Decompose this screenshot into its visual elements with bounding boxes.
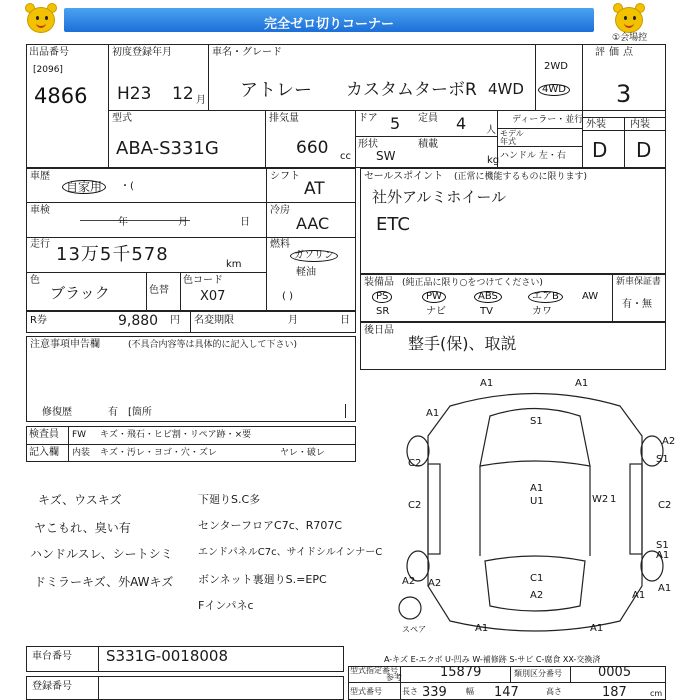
inspector-interior: 内装: [72, 448, 91, 458]
size-unit: cm: [650, 689, 663, 698]
mileage-value: 13万5千578: [56, 244, 169, 265]
ac-value: AAC: [296, 214, 330, 233]
drive-4wd: 4WD: [538, 84, 570, 96]
remark-right-1: 下廻りS.C多: [198, 493, 261, 506]
remark-left-2: ヤこもれ、臭い有: [34, 521, 131, 535]
remark-left-4: ドミラーキズ、外AWキズ: [34, 575, 174, 589]
damage-mark: A1: [590, 623, 604, 634]
drive-2wd: 2WD: [544, 61, 568, 72]
damage-mark: 1: [610, 494, 617, 505]
interior-label: 内装: [630, 119, 650, 130]
diagram-legend: A-キズ E-エクボ U-凹み W-補修跡 S-サビ C-腐食 XX-交換済: [384, 655, 601, 664]
inspector-tail: ヤレ・破レ: [280, 448, 325, 458]
ac-label: 冷房: [270, 205, 290, 216]
color-value: ブラック: [50, 284, 110, 302]
mileage-unit: km: [226, 259, 242, 270]
recycle-unit: 円: [170, 315, 180, 326]
recycle-value: 9,880: [118, 313, 159, 329]
sales-line1: 社外アルミホイール: [372, 188, 507, 206]
equip-pw: PW: [422, 291, 446, 303]
car-diagram: [380, 376, 690, 646]
lot-label: 出品番号: [29, 47, 69, 58]
size-label: 型式番号: [350, 687, 382, 696]
class-label: 類別区分番号: [514, 669, 562, 678]
car-spare: [399, 597, 421, 619]
car-name-label: 車名・グレード: [212, 47, 282, 58]
notes-label: 注意事項申告欄: [30, 339, 100, 350]
designation-ref: 参考: [386, 673, 402, 682]
equip-tv: TV: [480, 306, 493, 317]
capacity-value: 4: [456, 114, 467, 133]
meigi-month: 月: [288, 315, 298, 326]
notes-hint: (不具合内容等は具体的に記入して下さい): [128, 340, 298, 350]
width-value: 147: [494, 685, 519, 700]
damage-mark: A1: [632, 590, 646, 601]
capacity-label: 定員: [418, 113, 438, 124]
model-value: ABA-S331G: [116, 138, 219, 159]
class-value: 0005: [598, 665, 632, 680]
remark-right-4: ボンネット裏廻りS.=EPC: [198, 573, 327, 586]
score-value: 3: [616, 80, 632, 108]
car-sides: [480, 466, 590, 556]
inspection-label: 車検: [30, 205, 50, 216]
damage-mark: C1: [530, 573, 544, 584]
color-label: 色: [30, 275, 40, 286]
score-label: 評価点: [595, 47, 637, 58]
damage-mark: A1: [575, 378, 589, 389]
equipment-hint: (純正品に限り○をつけてください): [402, 278, 543, 288]
load-unit: kg: [487, 155, 500, 166]
dealer-label: ディーラー・並行: [512, 115, 584, 125]
exterior-value: D: [592, 138, 608, 162]
shape-label: 形状: [358, 139, 378, 150]
damage-mark: A1: [475, 623, 489, 634]
recycle-label: R券: [30, 315, 47, 326]
fuel-label: 燃料: [270, 239, 290, 250]
damage-mark: U1: [530, 496, 544, 507]
damage-mark: A2: [662, 436, 676, 447]
car-right-step: [630, 464, 642, 554]
color-code-value: X07: [200, 289, 226, 304]
equip-airbag: エアB: [528, 291, 563, 303]
sales-label: セールスポイント: [364, 171, 444, 182]
inspector-fw-items: キズ・飛石・ヒビ割・リペア跡・×要: [100, 430, 252, 440]
doors-label: ドア: [358, 113, 378, 124]
venue-fragment: ①会場控: [612, 33, 648, 43]
diagram-spare-label: スペア: [402, 625, 426, 634]
inspector-label2: 記入欄: [29, 447, 59, 458]
color-change-label: 色替: [149, 285, 169, 296]
displacement-value: 660: [296, 138, 329, 158]
equip-navi: ナビ: [426, 306, 446, 317]
remark-right-5: Fインパネc: [198, 599, 254, 612]
damage-mark: A1: [656, 550, 670, 561]
first-reg-year: H23: [117, 84, 152, 104]
damage-mark: S1: [530, 416, 543, 427]
inspector-interior-items: キズ・汚レ・ヨゴ・穴・ズレ: [100, 448, 217, 458]
damage-mark: S1: [656, 540, 669, 551]
damage-mark: S1: [656, 454, 669, 465]
inspection-month: 月: [178, 217, 188, 228]
chassis-label: 車台番号: [32, 651, 72, 662]
designation-label: 型式指定番号: [350, 666, 398, 675]
doors-value: 5: [390, 114, 401, 133]
remark-right-3: エンドパネルC7c、サイドシルインナーC: [198, 547, 383, 558]
width-label: 幅: [466, 687, 474, 696]
equip-ps: PS: [372, 291, 392, 303]
banner: [0, 0, 700, 38]
fuel-diesel: 軽油: [296, 267, 316, 278]
displacement-label: 排気量: [269, 113, 299, 124]
mascot-icon: [610, 3, 648, 37]
car-left-step: [428, 464, 440, 554]
first-reg-unit: 月: [196, 95, 206, 106]
history-value: 自家用: [62, 180, 106, 194]
designation-value: 15879: [440, 665, 482, 680]
sales-line2: ETC: [376, 214, 410, 235]
damage-mark: A1: [530, 483, 544, 494]
fuel-gas: ガソリン: [290, 250, 338, 262]
repair-label: 修復歴: [42, 407, 72, 418]
shift-label: シフト: [270, 171, 300, 182]
length-label: 長さ: [402, 687, 418, 696]
displacement-unit: cc: [340, 151, 351, 162]
equip-leather: カワ: [532, 306, 552, 317]
damage-mark: A1: [426, 408, 440, 419]
inspector-fw: FW: [72, 430, 87, 440]
new-car-warranty-label: 新車保証書: [616, 277, 662, 287]
remark-left-1: キズ、ウスキズ: [38, 493, 122, 507]
banner-bar: [64, 8, 594, 32]
damage-mark: A2: [530, 590, 544, 601]
damage-mark: C2: [658, 500, 672, 511]
damage-mark: A1: [658, 583, 672, 594]
damage-mark: A2: [428, 578, 442, 589]
reg-row: [26, 676, 344, 700]
mileage-label: 走行: [30, 239, 50, 250]
damage-mark: W2: [592, 494, 609, 505]
car-name: アトレー: [240, 80, 312, 101]
load-label: 積載: [418, 139, 438, 150]
model-year-label: モデル年式: [500, 129, 524, 146]
height-value: 187: [602, 685, 627, 700]
history-rest: ・(: [120, 181, 134, 192]
repair-place: [箇所: [128, 407, 152, 418]
inspection-year: 年: [118, 217, 128, 228]
inspector-label1: 検査員: [29, 429, 59, 440]
sales-hint: (正常に機能するものに限ります): [454, 172, 588, 182]
capacity-unit: 人: [486, 125, 496, 136]
first-reg-month: 12: [172, 84, 194, 104]
chassis-value: S331G-0018008: [106, 647, 228, 665]
meigi-day: 日: [340, 315, 350, 326]
repair-value: 有: [108, 407, 118, 418]
banner-title: 完全ゼロ切りコーナー: [263, 17, 394, 32]
height-label: 高さ: [546, 687, 562, 696]
warranty-value: 有・無: [622, 299, 652, 310]
after-value: 整手(保)、取説: [408, 334, 517, 353]
after-label: 後日品: [364, 325, 394, 336]
damage-mark: A1: [480, 378, 494, 389]
shift-value: AT: [304, 179, 325, 199]
remark-right-2: センターフロアC7c、R707C: [198, 519, 343, 532]
damage-mark: A2: [402, 576, 416, 587]
recycle-row: [26, 311, 356, 333]
meigi-label: 名変期限: [194, 315, 234, 326]
damage-mark: C2: [408, 500, 422, 511]
damage-mark: C2: [408, 458, 422, 469]
model-label: 型式: [112, 113, 132, 124]
equip-abs: ABS: [474, 291, 502, 303]
equipment-label: 装備品: [364, 277, 394, 288]
equip-aw: AW: [582, 291, 599, 302]
history-label: 車歴: [30, 171, 50, 182]
mascot-icon: [22, 3, 60, 37]
handle-label: ハンドル 左・右: [500, 151, 566, 161]
lot-number: 4866: [34, 84, 88, 108]
lot-code: [2096]: [33, 65, 63, 75]
first-reg-label: 初度登録年月: [112, 47, 172, 58]
interior-value: D: [636, 138, 652, 162]
car-grade: カスタムターボR: [346, 80, 477, 100]
equip-sr: SR: [376, 306, 390, 317]
length-value: 339: [422, 685, 447, 700]
inspection-day: 日: [240, 217, 250, 228]
exterior-label: 外装: [586, 119, 606, 130]
shape-value: SW: [376, 149, 396, 163]
reg-label: 登録番号: [32, 681, 72, 692]
color-code-label: 色コード: [183, 275, 223, 286]
fuel-paren: ( ): [282, 291, 293, 302]
remark-left-3: ハンドルスレ、シートシミ: [30, 547, 173, 561]
car-drive: 4WD: [488, 80, 524, 98]
